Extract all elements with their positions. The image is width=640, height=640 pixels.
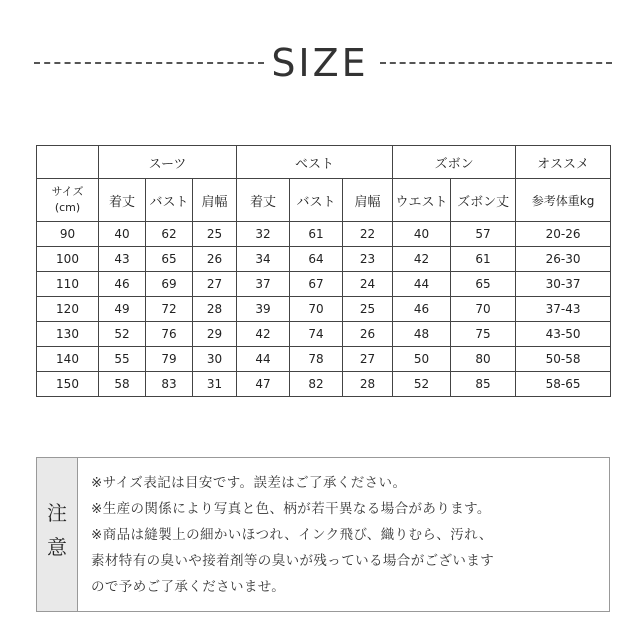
table-cell: 39 xyxy=(237,297,290,322)
size-table xyxy=(36,145,611,397)
group-header-pants: ズボン xyxy=(393,146,516,179)
column-header: ウエスト xyxy=(393,179,451,222)
table-cell: 58-65 xyxy=(516,372,611,397)
table-cell: 28 xyxy=(193,297,237,322)
table-cell: 27 xyxy=(343,347,393,372)
table-cell: 27 xyxy=(193,272,237,297)
table-row xyxy=(37,322,611,347)
table-cell: 82 xyxy=(290,372,343,397)
column-header-row xyxy=(37,179,611,222)
size-cell: 110 xyxy=(37,272,99,297)
table-cell: 49 xyxy=(99,297,146,322)
table-cell: 61 xyxy=(290,222,343,247)
size-header-label: サイズ (cm) xyxy=(51,185,84,214)
table-cell: 65 xyxy=(451,272,516,297)
table-cell: 74 xyxy=(290,322,343,347)
table-cell: 55 xyxy=(99,347,146,372)
table-cell: 20-26 xyxy=(516,222,611,247)
table-cell: 62 xyxy=(146,222,193,247)
table-cell: 26 xyxy=(343,322,393,347)
table-cell: 44 xyxy=(237,347,290,372)
table-cell: 22 xyxy=(343,222,393,247)
column-header: 着丈 xyxy=(99,179,146,222)
table-cell: 44 xyxy=(393,272,451,297)
table-cell: 34 xyxy=(237,247,290,272)
table-body xyxy=(37,222,611,397)
table-cell: 78 xyxy=(290,347,343,372)
column-header: ズボン丈 xyxy=(451,179,516,222)
table-cell: 29 xyxy=(193,322,237,347)
size-cell: 120 xyxy=(37,297,99,322)
table-cell: 72 xyxy=(146,297,193,322)
table-cell: 85 xyxy=(451,372,516,397)
title-divider-left xyxy=(34,62,264,64)
notes-lines xyxy=(91,470,607,600)
table-cell: 52 xyxy=(99,322,146,347)
table-cell: 40 xyxy=(393,222,451,247)
size-cell: 90 xyxy=(37,222,99,247)
title-row xyxy=(0,38,640,88)
title-divider-right xyxy=(380,62,612,64)
notes-box xyxy=(36,457,610,612)
table-cell: 42 xyxy=(393,247,451,272)
table-cell: 46 xyxy=(393,297,451,322)
corner-cell xyxy=(37,146,99,179)
table-row xyxy=(37,272,611,297)
size-cell: 130 xyxy=(37,322,99,347)
size-cell: 140 xyxy=(37,347,99,372)
table-cell: 64 xyxy=(290,247,343,272)
note-line: ※生産の関係により写真と色、柄が若干異なる場合があります。 xyxy=(91,501,491,517)
note-line: 素材特有の臭いや接着剤等の臭いが残っている場合がございます xyxy=(91,553,495,569)
table-cell: 50-58 xyxy=(516,347,611,372)
table-cell: 46 xyxy=(99,272,146,297)
table-cell: 40 xyxy=(99,222,146,247)
table-row xyxy=(37,222,611,247)
group-header-row xyxy=(37,146,611,179)
table-cell: 61 xyxy=(451,247,516,272)
table-cell: 23 xyxy=(343,247,393,272)
table-cell: 25 xyxy=(343,297,393,322)
table-cell: 37-43 xyxy=(516,297,611,322)
notes-sidebar xyxy=(37,458,78,611)
table-cell: 79 xyxy=(146,347,193,372)
table-cell: 70 xyxy=(451,297,516,322)
table-cell: 65 xyxy=(146,247,193,272)
table-row xyxy=(37,297,611,322)
group-header-vest: ベスト xyxy=(237,146,393,179)
notes-label: 注 意 xyxy=(47,501,67,559)
table-row xyxy=(37,372,611,397)
note-line: ※サイズ表記は目安です。誤差はご了承ください。 xyxy=(91,475,407,491)
table-cell: 32 xyxy=(237,222,290,247)
table-cell: 58 xyxy=(99,372,146,397)
table-cell: 76 xyxy=(146,322,193,347)
table-cell: 31 xyxy=(193,372,237,397)
column-header: 参考体重kg xyxy=(516,179,611,222)
column-header: バスト xyxy=(290,179,343,222)
table-cell: 25 xyxy=(193,222,237,247)
table-cell: 24 xyxy=(343,272,393,297)
table-cell: 69 xyxy=(146,272,193,297)
table-cell: 57 xyxy=(451,222,516,247)
size-cell: 100 xyxy=(37,247,99,272)
column-header: 着丈 xyxy=(237,179,290,222)
table-cell: 47 xyxy=(237,372,290,397)
table-cell: 37 xyxy=(237,272,290,297)
note-line: ※商品は縫製上の細かいほつれ、インク飛び、織りむら、汚れ、 xyxy=(91,527,493,543)
table-row xyxy=(37,247,611,272)
table-cell: 26-30 xyxy=(516,247,611,272)
table-cell: 26 xyxy=(193,247,237,272)
table-cell: 67 xyxy=(290,272,343,297)
table-cell: 48 xyxy=(393,322,451,347)
group-header-recommend: オススメ xyxy=(516,146,611,179)
table-cell: 43 xyxy=(99,247,146,272)
table-cell: 42 xyxy=(237,322,290,347)
column-header: バスト xyxy=(146,179,193,222)
table-cell: 80 xyxy=(451,347,516,372)
table-cell: 70 xyxy=(290,297,343,322)
table-cell: 28 xyxy=(343,372,393,397)
table-cell: 83 xyxy=(146,372,193,397)
table-cell: 75 xyxy=(451,322,516,347)
table-cell: 52 xyxy=(393,372,451,397)
table-cell: 43-50 xyxy=(516,322,611,347)
note-line: ので予めご了承くださいませ。 xyxy=(91,579,286,595)
column-header: 肩幅 xyxy=(193,179,237,222)
table-cell: 50 xyxy=(393,347,451,372)
size-header xyxy=(37,179,99,222)
table-cell: 30 xyxy=(193,347,237,372)
table-row xyxy=(37,347,611,372)
table-cell: 30-37 xyxy=(516,272,611,297)
page-title: SIZE xyxy=(271,41,369,85)
size-cell: 150 xyxy=(37,372,99,397)
column-header: 肩幅 xyxy=(343,179,393,222)
group-header-suit: スーツ xyxy=(99,146,237,179)
